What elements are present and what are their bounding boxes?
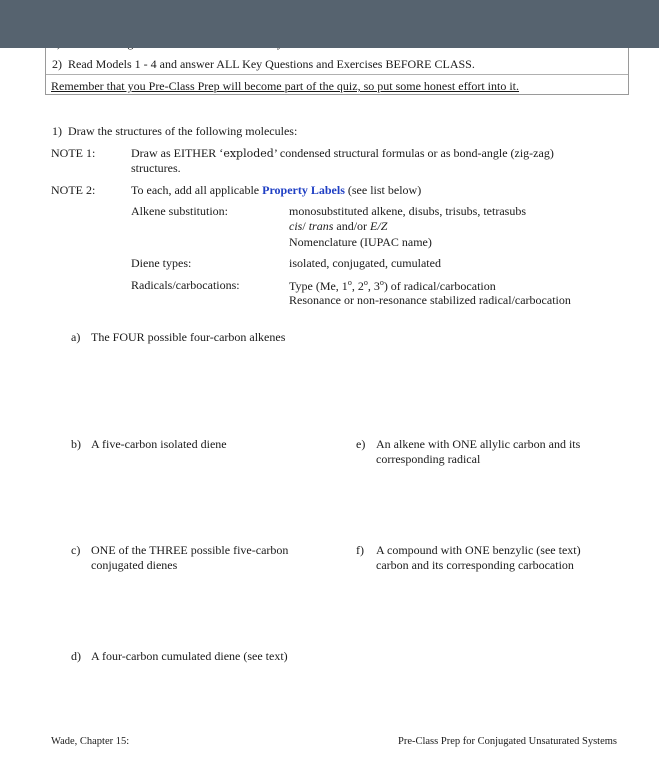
- part-c-label: c): [71, 543, 81, 557]
- note-1-text-line-2: structures.: [131, 161, 181, 175]
- footer-left: Wade, Chapter 15:: [51, 736, 130, 747]
- alkene-substitution-value: monosubstituted alkene, disubs, trisubs, tetrasubs: [289, 204, 526, 218]
- part-c-text: ONE of the THREE possible five-carbon conjugated dienes: [91, 543, 289, 572]
- radicals-resonance-value: Resonance or non-resonance stabilized radical/carbocation: [289, 293, 571, 307]
- note-2-label: NOTE 2:: [51, 183, 96, 197]
- part-a-text: The FOUR possible four-carbon alkenes: [91, 330, 286, 344]
- footer-right: Pre-Class Prep for Conjugated Unsaturated Systems: [397, 736, 617, 747]
- part-e-text: An alkene with ONE allylic carbon and its corresponding radical: [376, 437, 581, 466]
- alkene-nomenclature-value: Nomenclature (IUPAC name): [289, 235, 432, 249]
- diene-types-value: isolated, conjugated, cumulated: [289, 256, 441, 270]
- box-divider: [46, 74, 628, 75]
- part-e-label: e): [356, 437, 366, 451]
- note-1-text: Draw as EITHER ‘exploded’ condensed structural formulas or as bond-angle (zig-zag): [131, 146, 554, 160]
- part-b-text: A five-carbon isolated diene: [91, 437, 227, 451]
- part-f-label: f): [356, 543, 364, 557]
- property-labels-link: Property Labels: [262, 183, 345, 197]
- part-b-label: b): [71, 437, 81, 451]
- part-d-text: A four-carbon cumulated diene (see text): [91, 649, 288, 663]
- question-1: 1) Draw the structures of the following molecules:: [52, 124, 298, 138]
- radicals-type-value: Type (Me, 1$^o$, 2$^o$, 3$^o$) of radical/carbocation: [289, 278, 496, 293]
- part-d-label: d): [71, 649, 81, 663]
- note-2-text: To each, add all applicable Property Labels (see list below): [131, 183, 422, 197]
- alkene-stereo-value: cis/ trans and/or E/Z: [289, 219, 388, 233]
- part-a-label: a): [71, 330, 81, 344]
- note-1-label: NOTE 1:: [51, 146, 96, 160]
- alkene-substitution-label: Alkene substitution:: [131, 204, 228, 218]
- part-f-text: A compound with ONE benzylic (see text) carbon and its corresponding carbocation: [376, 543, 581, 572]
- reminder-text: Remember that you Pre-Class Prep will become part of the quiz, so put some honest effort into it.: [51, 79, 520, 93]
- top-bar: [0, 0, 659, 48]
- radicals-label: Radicals/carbocations:: [131, 278, 240, 292]
- diene-types-label: Diene types:: [131, 256, 192, 270]
- instructions-item-2: 2) Read Models 1 - 4 and answer ALL Key Questions and Exercises BEFORE CLASS.: [52, 57, 475, 71]
